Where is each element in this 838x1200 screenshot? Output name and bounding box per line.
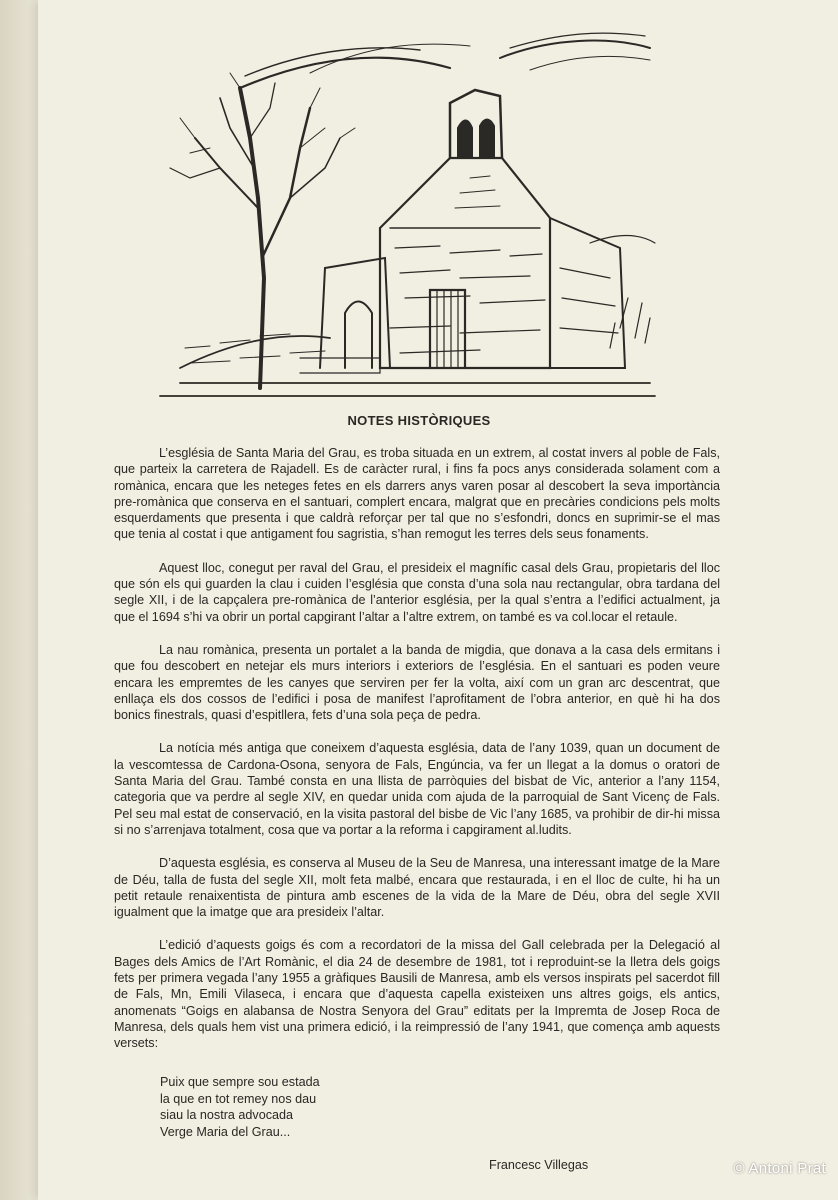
verse-quote (160, 1074, 320, 1140)
author-signature: Francesc Villegas (489, 1158, 589, 1172)
paragraph: Aquest lloc, conegut per raval del Grau, el presideix el magnífic casal dels Grau, propietaris del lloc que són els qui guarden la clau i cuiden l’església que consta d’una sola nau rectangular, obra tardana del segle XII, i de la capçalera pre-romànica de l’anterior església, per la qual s’entra a l’edifici actualment, ja que el 1694 s’hi va obrir un portal capgirant l’altar a l’altre extrem, on també es va col.locar el retaule. (114, 560, 720, 624)
verse-line: la que en tot remey nos dau (160, 1091, 317, 1106)
verse-line: Verge Maria del Grau... (160, 1124, 291, 1139)
paragraph: D’aquesta església, es conserva al Museu de la Seu de Manresa, una interessant imatge de la Mare de Déu, talla de fusta del segle XII, molt feta malbé, encara que restaurada, i en el lloc de culte, hi ha un petit retaule renaixentista de pintura amb escenes de la vida de la Mare de Déu, obra del segle XVII igualment que la imatge que ara presideix l’altar. (114, 856, 720, 920)
verse-line: Puix que sempre sou estada (160, 1075, 320, 1089)
paragraph: L’edició d’aquests goigs és com a recordatori de la missa del Gall celebrada per la Delegació al Bages dels Amics de l’Art Romànic, el dia 24 de desembre de 1981, tot i reproduint-se la lletra dels goigs fets per primera vegada l’any 1955 a gràfiques Bausili de Manresa, amb els versos inspirats pel sacerdot fill de Fals, Mn, Emili Vilaseca, i encara que d’aquesta capella existeixen uns altres goigs, els antics, anomenats “Goigs en alabansa de Nostra Senyora del Grau” editats per la Impremta de Josep Roca de Manresa, dels quals hem vist una primera edició, i la reimpressió de l’any 1941, que comença amb aquests versets: (114, 938, 720, 1051)
section-heading: NOTES HISTÒRIQUES (347, 413, 491, 428)
page-edge (0, 0, 38, 1200)
photo-credit-watermark: © Antoni Prat (733, 1160, 826, 1177)
paragraph: La nau romànica, presenta un portalet a la banda de migdia, que donava a la casa dels ermitans i que fou descobert en netejar els murs interiors i exteriors de l’església. En el santuari es poden veure encara les empremtes de les canyes que serviren per fer la volta, així com un gran arc descentrat, que enllaça els dos cossos de l’edifici i posa de manifest l’aprofitament de l’obra anterior, en què hi ha dos bonics finestrals, quasi d’espitllera, fets d’una sola peça de pedra. (114, 642, 720, 723)
paragraph: L’església de Santa Maria del Grau, es troba situada en un extrem, al costat invers al poble de Fals, que parteix la carretera de Rajadell. Es de caràcter rural, i fins fa pocs anys considerada solament com a romànica, encara que les neteges fetes en els darrers anys varen posar al descobert la seva importància pre-romànica que conserva en el santuari, complert encara, malgrat que en precàries condicions pels molts esquerdaments que presenta i que caldrà reforçar per tal que no s’esfondri, doncs en suprimir-se el mas que tenia al costat i que antigament fou sagristia, s’han remogut les terres dels seus fonaments. (114, 446, 720, 542)
church-illustration (150, 28, 660, 398)
paragraph: La notícia més antiga que coneixem d’aquesta església, data de l’any 1039, quan un document de la vescomtessa de Cardona-Osona, senyora de Fals, Engúncia, va fer un llegat a la domus o oratori de Santa Maria del Grau. També consta en una llista de parròquies del bisbat de Vic, anterior a l’any 1154, categoria que va perdre al segle XIV, en quedar unida com ajuda de la parroquial de Sant Vicenç de Fals. Pel seu mal estat de conservació, en la visita pastoral del bisbe de Vic l’any 1685, va prohibir de dir-hi missa si no s’arrenjava totalment, cosa que va portar a la reforma i capgirament al.ludits. (114, 741, 720, 837)
verse-line: siau la nostra advocada (160, 1108, 294, 1122)
historical-notes-text (114, 445, 720, 1069)
